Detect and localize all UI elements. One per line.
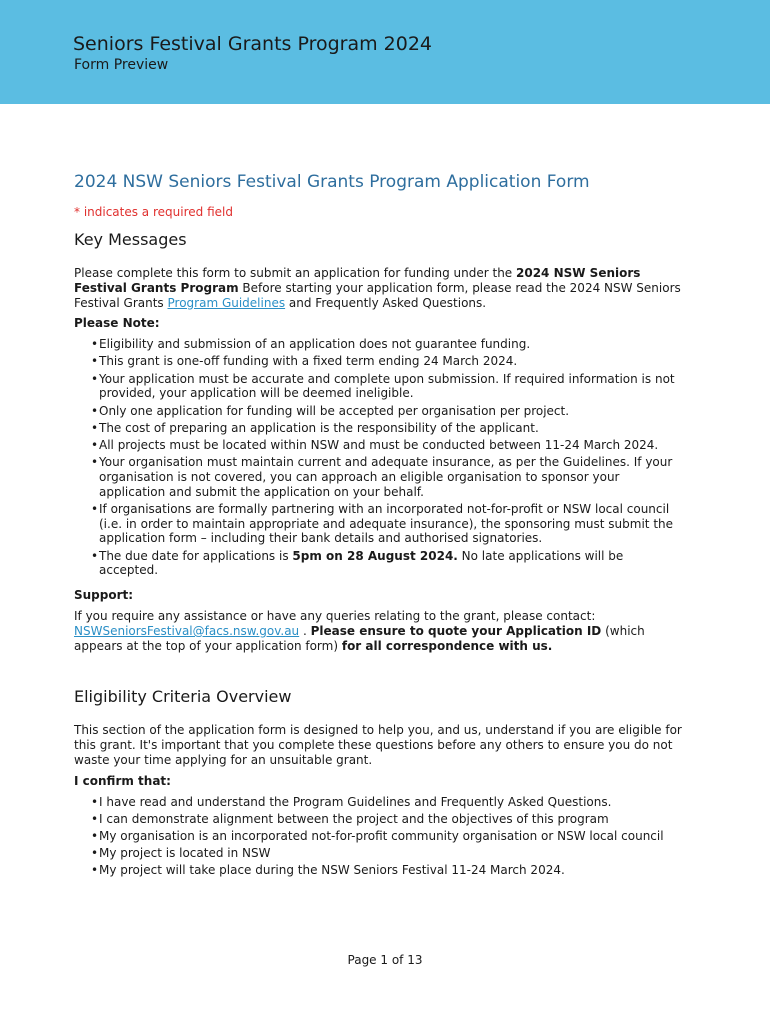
key-messages-list <box>74 337 684 578</box>
list-item: • Only one application for funding will be accepted per organisation per project. <box>74 404 684 419</box>
eligibility-heading: Eligibility Criteria Overview <box>74 687 292 707</box>
app-subtitle: Form Preview <box>74 57 169 73</box>
list-item: • If organisations are formally partnering with an incorporated not-for-profit or NSW local council (i.e. in order to maintain appropriate and adequate insurance), the sponsoring must submit the application form – including their bank details and authorised signatories. <box>74 502 684 546</box>
list-item: • My project will take place during the NSW Seniors Festival 11-24 March 2024. <box>74 863 684 878</box>
app-title: Seniors Festival Grants Program 2024 <box>73 33 433 55</box>
list-item: • The cost of preparing an application is the responsibility of the applicant. <box>74 421 684 436</box>
due-date-text-1: The due date for applications is <box>99 548 293 563</box>
form-title: 2024 NSW Seniors Festival Grants Program Application Form <box>74 172 590 192</box>
support-bold-1: Please ensure to quote your Application ID <box>310 623 602 638</box>
form-content <box>74 170 684 881</box>
support-label: Support: <box>74 588 134 603</box>
support-text-2: . <box>299 623 311 638</box>
intro-text-2: Before starting your application form, please read the 2024 NSW Seniors Festival Grants <box>74 280 681 310</box>
required-field-note: * indicates a required field <box>74 205 233 219</box>
please-note-label: Please Note: <box>74 316 160 331</box>
support-text <box>74 609 684 653</box>
support-text-1: If you require any assistance or have any queries relating to the grant, please contact: <box>74 609 596 624</box>
list-item-due-date <box>74 549 684 579</box>
key-messages-intro <box>74 266 684 310</box>
support-email-link[interactable]: NSWSeniorsFestival@facs.nsw.gov.au <box>74 623 300 638</box>
list-item: • I can demonstrate alignment between the project and the objectives of this program <box>74 812 684 827</box>
list-item: • All projects must be located within NSW and must be conducted between 11-24 March 2024. <box>74 438 684 453</box>
list-item: • Eligibility and submission of an application does not guarantee funding. <box>74 337 684 352</box>
intro-program-name: 2024 NSW Seniors Festival Grants Program <box>74 266 641 295</box>
support-bold-2: for all correspondence with us. <box>341 638 553 653</box>
due-date-text-2: No late applications will be accepted. <box>99 548 624 578</box>
key-messages-heading: Key Messages <box>74 230 187 249</box>
list-item: • Your application must be accurate and complete upon submission. If required information is not provided, your application will be deemed ineligible. <box>74 372 684 402</box>
list-item: • My organisation is an incorporated not-for-profit community organisation or NSW local council <box>74 829 684 844</box>
list-item: • I have read and understand the Program Guidelines and Frequently Asked Questions. <box>74 795 684 810</box>
eligibility-list <box>74 795 684 879</box>
program-guidelines-link[interactable]: Program Guidelines <box>167 295 286 310</box>
header-banner <box>0 0 770 104</box>
eligibility-intro: This section of the application form is designed to help you, and us, understand if you are eligible for this grant. It's important that you complete these questions before any others to ensure you do not waste your time applying for an unsuitable grant. <box>74 723 682 768</box>
confirm-label: I confirm that: <box>74 773 171 788</box>
intro-text-3: and Frequently Asked Questions. <box>285 295 487 310</box>
intro-text-1: Please complete this form to submit an application for funding under the <box>74 266 516 280</box>
list-item: • This grant is one-off funding with a fixed term ending 24 March 2024. <box>74 354 684 369</box>
page-indicator: Page 1 of 13 <box>347 953 423 967</box>
list-item: • My project is located in NSW <box>74 846 684 861</box>
support-text-3: (which appears at the top of your application form) <box>74 623 645 653</box>
list-item: • Your organisation must maintain current and adequate insurance, as per the Guidelines. If your organisation is not covered, you can approach an eligible organisation to sponsor your application and submit the application on your behalf. <box>74 455 684 499</box>
due-date-value: 5pm on 28 August 2024. <box>292 548 458 563</box>
